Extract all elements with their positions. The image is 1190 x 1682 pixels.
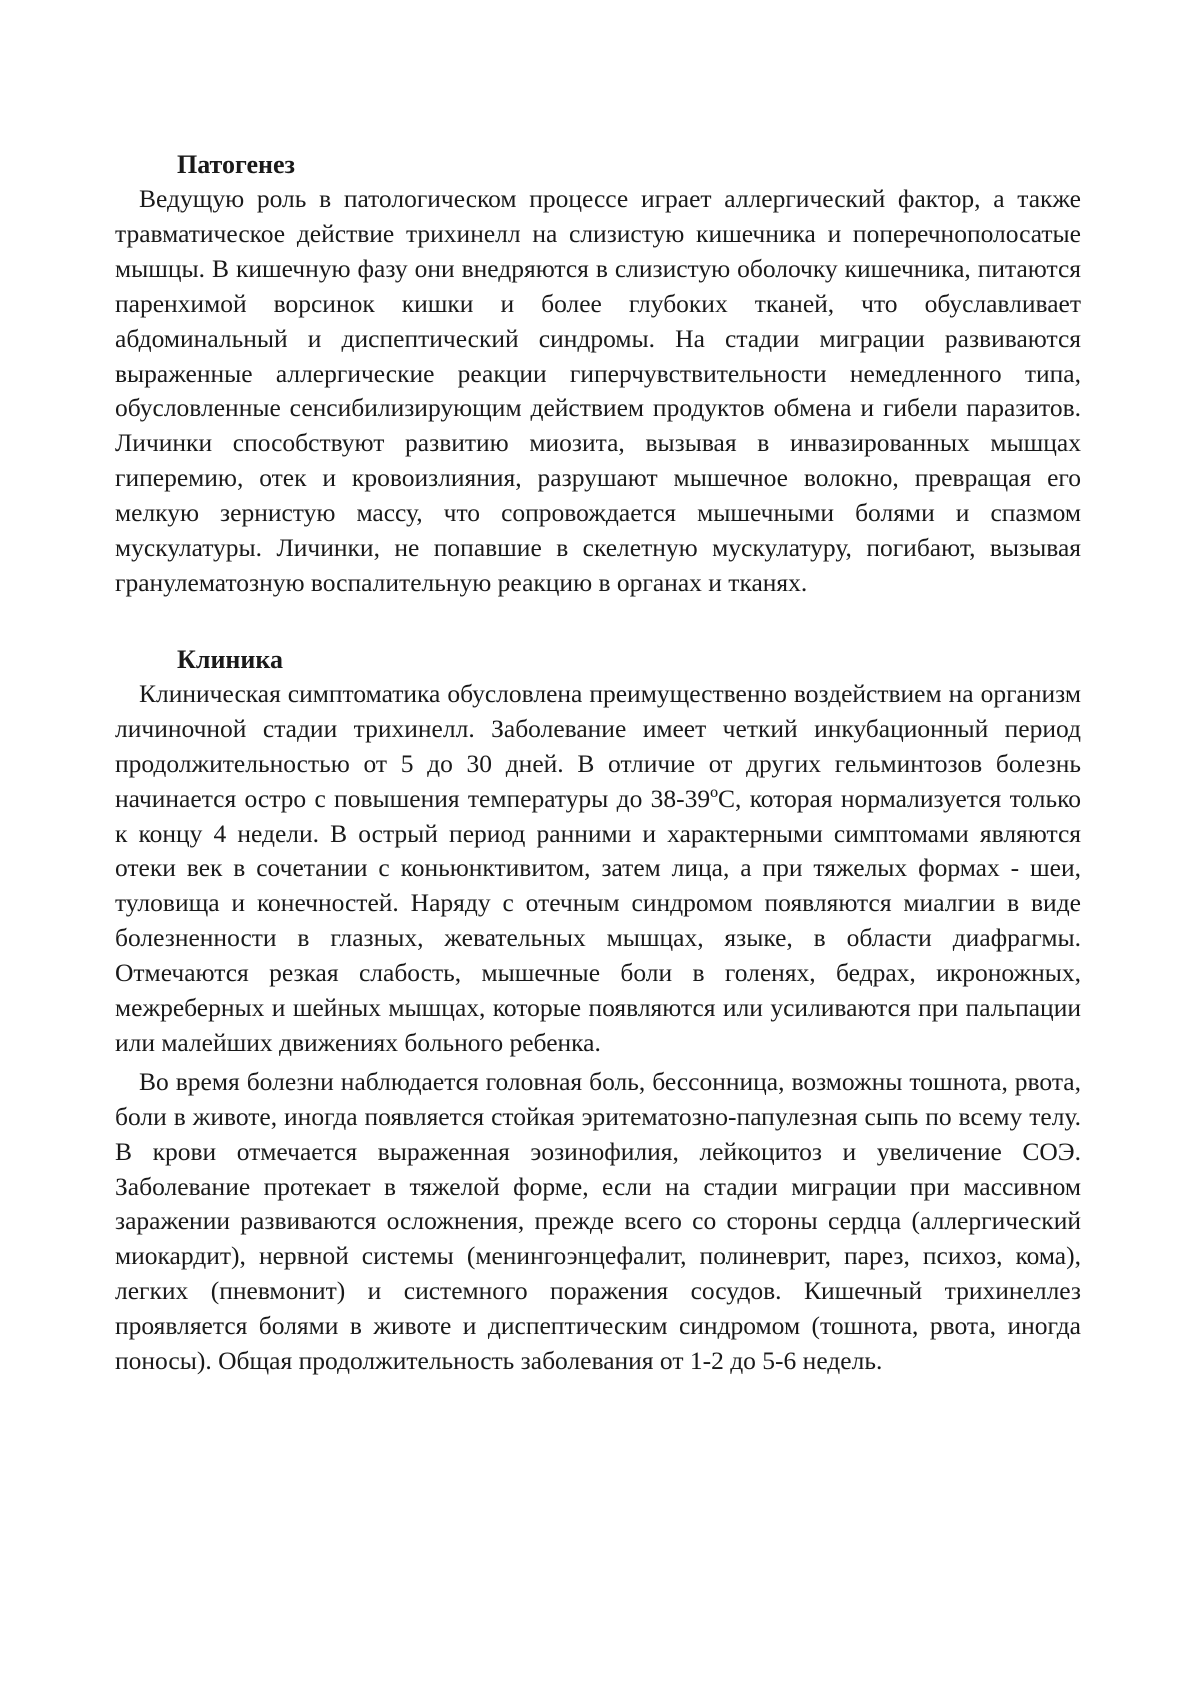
section-clinic — [115, 643, 1081, 1379]
section-pathogenesis — [115, 148, 1081, 601]
paragraph: Клиническая симптоматика обусловлена преимущественно воздействием на организм личиночной стадии трихинелл. Заболевание имеет четкий инкубационный период продолжительностью от 5 до 30 дней. В отличие от других гельминтозов болезнь начинается остро с повышения температуры до 38-39ºС, которая нормализуется только к концу 4 недели. В острый период ранними и характерными симптомами являются отеки век в сочетании с коньюнктивитом, затем лица, а при тяжелых формах - шеи, туловища и конечностей. Наряду с отечным синдромом появляются миалгии в виде болезненности в глазных, жевательных мышцах, языке, в области диафрагмы. Отмечаются резкая слабость, мышечные боли в голенях, бедрах, икроножных, межреберных и шейных мышцах, которые появляются или усиливаются при пальпации или малейших движениях больного ребенка. — [115, 678, 1081, 1057]
section-title: Патогенез — [177, 150, 295, 179]
section-title: Клиника — [177, 644, 283, 674]
paragraph: Во время болезни наблюдается головная боль, бессонница, возможны тошнота, рвота, боли в животе, иногда появляется стойкая эритематозно-папулезная сыпь по всему телу. В крови отмечается выраженная эозинофилия, лейкоцитоз и увеличение СОЭ. Заболевание протекает в тяжелой форме, если на стадии миграции при массивном заражении развиваются осложнения, прежде всего со стороны сердца (аллергический миокардит), нервной системы (менингоэнцефалит, полиневрит, парез, психоз, кома), легких (пневмонит) и системного поражения сосудов. Кишечный трихинеллез проявляется болями в животе и диспептическим синдромом (тошнота, рвота, иногда поносы). Общая продолжительность заболевания от 1-2 до 5-6 недель. — [115, 1066, 1081, 1376]
section-spacer — [115, 601, 1081, 643]
paragraph: Ведущую роль в патологическом процессе играет аллергический фактор, а также травматическое действие трихинелл на слизистую кишечника и поперечнополосатые мышцы. В кишечную фазу они внедряются в слизистую оболочку кишечника, питаются паренхимой ворсинок кишки и более глубоких тканей, что обуславливает абдоминальный и диспептический синдромы. На стадии миграции развиваются выраженные аллергические реакции гиперчувствительности немедленного типа, обусловленные сенсибилизирующим действием продуктов обмена и гибели паразитов. Личинки способствуют развитию миозита, вызывая в инвазированных мышцах гиперемию, отек и кровоизлияния, разрушают мышечное волокно, превращая его мелкую зернистую массу, что сопровождается мышечными болями и спазмом мускулатуры. Личинки, не попавшие в скелетную мускулатуру, погибают, вызывая гранулематозную воспалительную реакцию в органах и тканях. — [115, 184, 1081, 597]
document-page — [115, 148, 1081, 1379]
